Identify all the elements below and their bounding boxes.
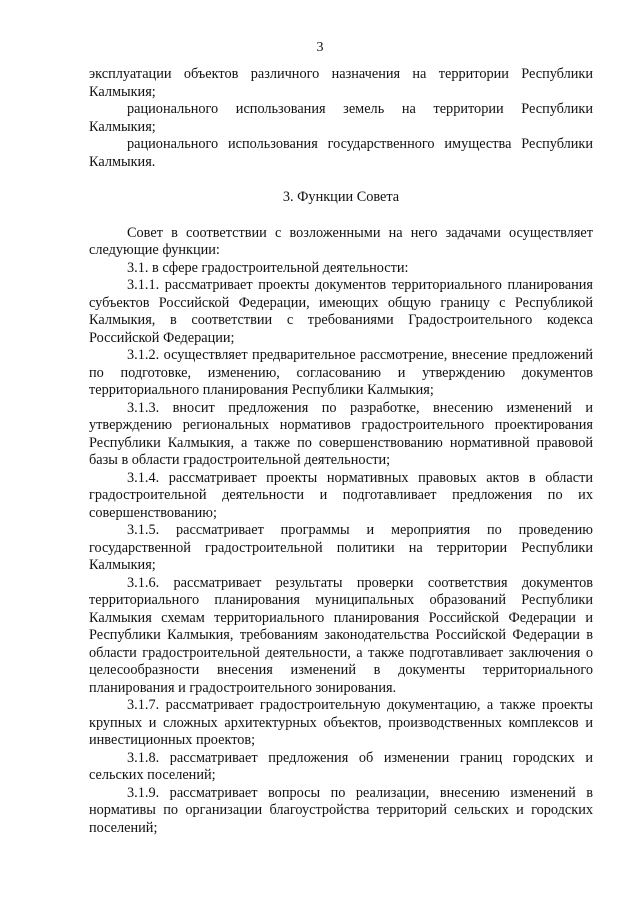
body-paragraph: 3.1.1. рассматривает проекты документов территориального планирования субъектов Российской Федерации, имеющих общую границу с Республикой Калмыкия, в соответствии с требованиями Градостроительного кодекса Российской Федерации;: [89, 277, 593, 346]
body-paragraph: 3.1.8. рассматривает предложения об изменении границ городских и сельских поселений;: [89, 749, 593, 783]
body-paragraph: 3.1.7. рассматривает градостроительную документацию, а также проекты крупных и сложных архитектурных объектов, производственных комплексов и инвестиционных проектов;: [89, 697, 593, 748]
intro-paragraph-1: эксплуатации объектов различного назначения на территории Республики Калмыкия;: [89, 66, 593, 100]
body-paragraph: 3.1.5. рассматривает программы и мероприятия по проведению государственной градостроительной политики на территории Республики Калмыкия;: [89, 522, 593, 573]
body-paragraph: 3.1.9. рассматривает вопросы по реализации, внесению изменений в нормативы по организации благоустройства территорий сельских и городских поселений;: [89, 784, 593, 836]
body-paragraph: 3.1.6. рассматривает результаты проверки соответствия документов территориального планирования муниципальных образований Республики Калмыкия схемам территориального планирования Российской Федерации и Республики Калмыкия, требованиям законодательства Российской Федерации в области градостроительной деятельности, а также подготавливает заключения о целесообразности внесения изменений в документы территориального планирования и градостроительного зонирования.: [89, 574, 593, 696]
page-number: 3: [316, 40, 324, 55]
body-paragraph: 3.1. в сфере градостроительной деятельности:: [127, 259, 409, 276]
body-paragraph: Совет в соответствии с возложенными на него задачами осуществляет следующие функции:: [89, 224, 593, 258]
body-paragraph: 3.1.4. рассматривает проекты нормативных правовых актов в области градостроительной деятельности и подготавливает предложения по их совершенствованию;: [89, 469, 593, 521]
intro-paragraph-2: рационального использования земель на территории Республики Калмыкия;: [89, 101, 593, 135]
section-heading: 3. Функции Совета: [282, 189, 400, 205]
document-body: [89, 66, 593, 837]
body-paragraph: 3.1.3. вносит предложения по разработке, внесению изменений и утверждению региональных нормативов градостроительного проектирования Республики Калмыкия, а также по совершенствованию нормативной правовой базы в области градостроительной деятельности;: [89, 399, 593, 468]
body-paragraph: 3.1.2. осуществляет предварительное рассмотрение, внесение предложений по подготовке, изменению, согласованию и утверждению документов территориального планирования Республики Калмыкия;: [89, 347, 593, 398]
intro-paragraph-3: рационального использования государственного имущества Республики Калмыкия.: [89, 136, 593, 170]
